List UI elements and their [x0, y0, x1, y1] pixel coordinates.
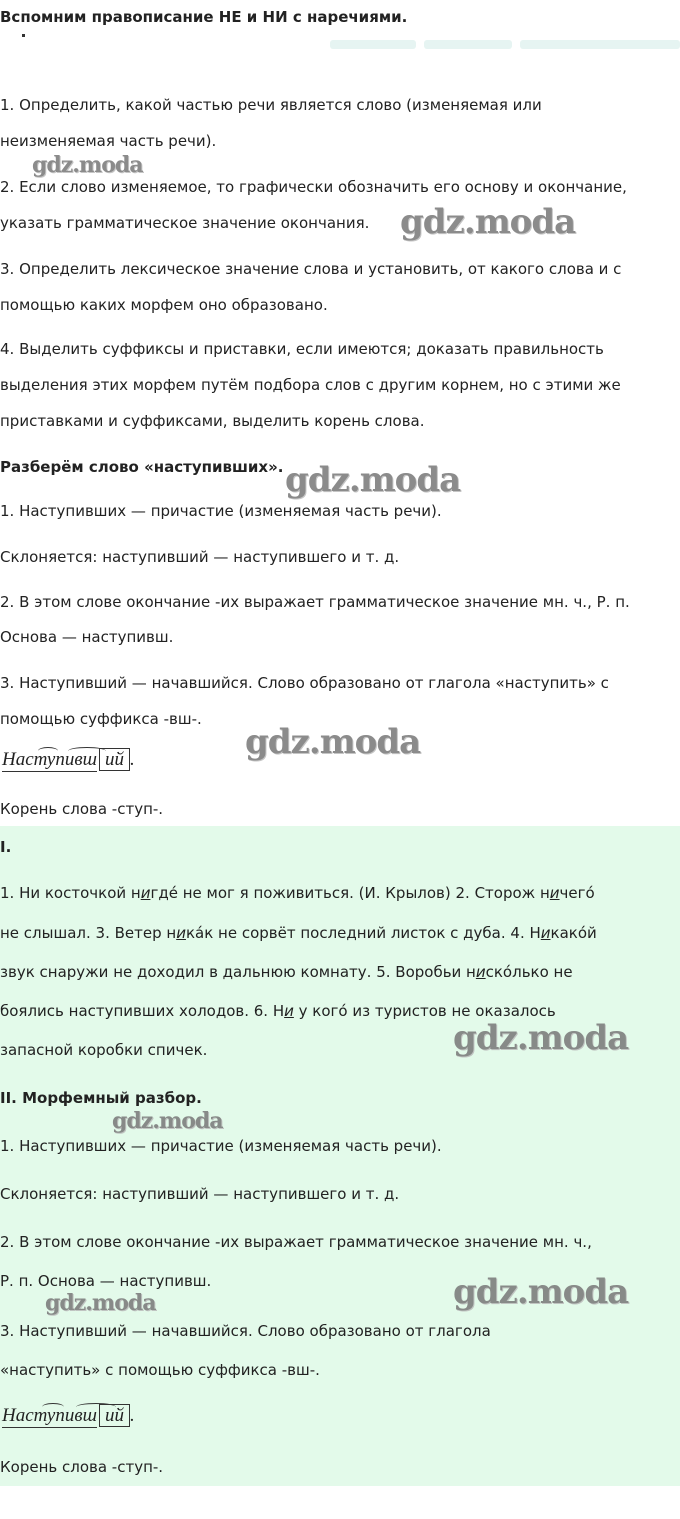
morpheme-ending: ий [99, 748, 130, 771]
theory-line: неизменяемая часть речи). [0, 132, 217, 150]
page-title: Вспомним правописание НЕ и НИ с наречиями. [0, 8, 408, 26]
exercise-line: звук снаружи не доходил в дальнюю комнату. 5. Воробьи ниско́лько не [0, 963, 573, 981]
suffix-arc [68, 747, 106, 755]
theory-line: 4. Выделить суффиксы и приставки, если имеются; доказать правильность [0, 340, 604, 358]
theory-line: помощью каких морфем оно образовано. [0, 296, 328, 314]
watermark: gdz.moda [400, 202, 576, 242]
morpheme-base: Наступивш [2, 1405, 97, 1426]
example-line: 1. Наступивших — причастие (изменяемая часть речи). [0, 502, 442, 520]
watermark: gdz.moda [453, 1018, 629, 1058]
root-arc [42, 1403, 64, 1411]
theory-line: выделения этих морфем путём подбора слов с другим корнем, но с этими же [0, 376, 621, 394]
theory-line: указать грамматическое значение окончания. [0, 214, 370, 232]
morpheme-ending: ий [99, 1404, 130, 1427]
exercise-line: 1. Ни косточкой нигде́ не мог я поживиться. (И. Крылов) 2. Сторож ничего́ [0, 884, 595, 902]
exercise-line: не слышал. 3. Ветер ника́к не сорвёт последний листок с дуба. 4. Никако́й [0, 924, 597, 942]
watermark: gdz.moda [245, 722, 421, 762]
tab-3[interactable] [520, 40, 680, 49]
theory-line: 2. Если слово изменяемое, то графически обозначить его основу и окончание, [0, 178, 627, 196]
theory-line: 3. Определить лексическое значение слова и установить, от какого слова и с [0, 260, 622, 278]
answer-line: 2. В этом слове окончание -их выражает грамматическое значение мн. ч., [0, 1233, 592, 1251]
part1-label: I. [0, 838, 12, 856]
answer-line: 3. Наступивший — начавшийся. Слово образовано от глагола [0, 1322, 491, 1340]
example-line: помощью суффикса -вш-. [0, 710, 202, 728]
part2-label: II. Морфемный разбор. [0, 1089, 202, 1107]
example-line: Склоняется: наступивший — наступившего и т. д. [0, 548, 400, 566]
example-line: 2. В этом слове окончание -их выражает грамматическое значение мн. ч., Р. п. [0, 593, 630, 611]
tab-2[interactable] [424, 40, 512, 49]
watermark: gdz.moda [32, 152, 143, 178]
dot-marker [22, 34, 25, 37]
theory-line: 1. Определить, какой частью речи является слово (изменяемая или [0, 96, 542, 114]
watermark: gdz.moda [112, 1108, 223, 1134]
answer-line: «наступить» с помощью суффикса -вш-. [0, 1361, 320, 1379]
watermark: gdz.moda [45, 1290, 156, 1316]
morpheme-base: Наступивш [2, 749, 97, 770]
root-arc [38, 747, 58, 755]
answer-line: Склоняется: наступивший — наступившего и т. д. [0, 1185, 400, 1203]
watermark: gdz.moda [285, 460, 461, 500]
morpheme-tail: . [129, 1405, 135, 1426]
tab-1[interactable] [330, 40, 416, 49]
suffix-arc [76, 1403, 116, 1411]
answer-line: 1. Наступивших — причастие (изменяемая часть речи). [0, 1137, 442, 1155]
root-line: Корень слова -ступ-. [0, 800, 164, 818]
example-line: Основа — наступивш. [0, 628, 174, 646]
exercise-line: боялись наступивших холодов. 6. Ни у кого́ из туристов не оказалось [0, 1002, 556, 1020]
example-heading: Разберём слово «наступивших». [0, 458, 284, 476]
exercise-line: запасной коробки спичек. [0, 1041, 208, 1059]
answer-line: Р. п. Основа — наступивш. [0, 1272, 212, 1290]
example-line: 3. Наступивший — начавшийся. Слово образовано от глагола «наступить» с [0, 674, 609, 692]
morpheme-tail: . [129, 749, 135, 770]
watermark: gdz.moda [453, 1272, 629, 1312]
theory-line: приставками и суффиксами, выделить корень слова. [0, 412, 425, 430]
root-line: Корень слова -ступ-. [0, 1458, 164, 1476]
